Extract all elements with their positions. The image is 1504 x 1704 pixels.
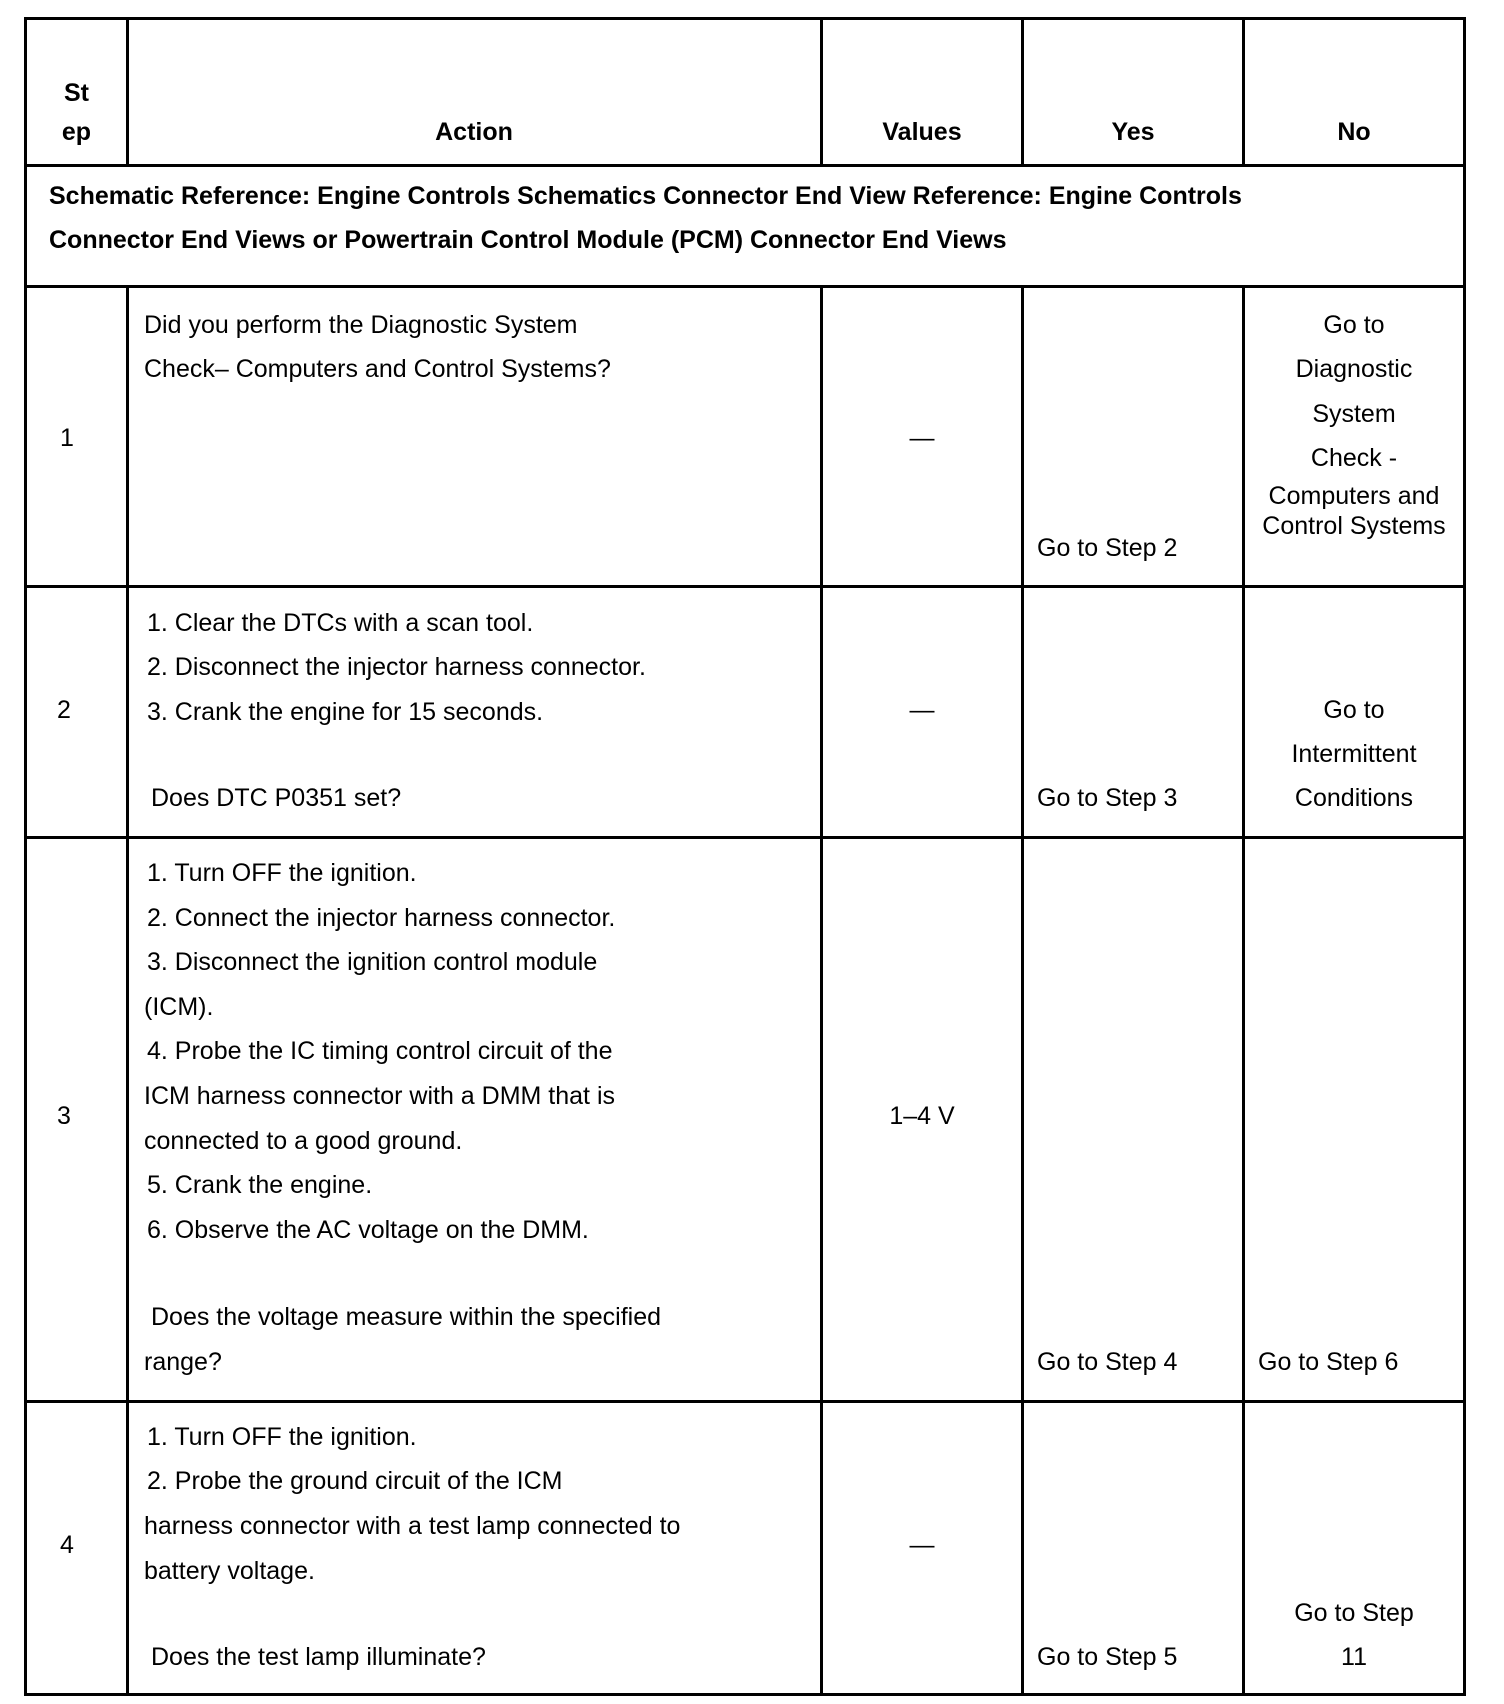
row-3-step: 3 <box>57 1102 71 1130</box>
row-1-no-line[interactable]: Computers and <box>1268 482 1440 510</box>
row-3-action-line: 3. Disconnect the ignition control module <box>147 948 598 976</box>
row-2-divider <box>24 836 1466 839</box>
row-3-divider <box>24 1400 1466 1403</box>
row-3-yes[interactable]: Go to Step 4 <box>1037 1348 1178 1376</box>
row-3-action-line: 6. Observe the AC voltage on the DMM. <box>147 1216 589 1244</box>
row-4-action-line: 1. Turn OFF the ignition. <box>147 1423 417 1451</box>
row-2-action-line: 1. Clear the DTCs with a scan tool. <box>147 609 534 637</box>
row-3-action-line: range? <box>144 1348 222 1376</box>
table-border-right <box>1463 17 1466 1696</box>
row-3-action-line: Does the voltage measure within the specified <box>151 1303 662 1331</box>
row-1-yes[interactable]: Go to Step 2 <box>1037 534 1178 562</box>
row-1-no-line[interactable]: Control Systems <box>1262 512 1446 540</box>
row-1-action-line: Did you perform the Diagnostic System <box>144 311 578 339</box>
header-divider <box>24 164 1466 167</box>
row-3-value: 1–4 V <box>889 1102 955 1130</box>
header-no: No <box>1337 118 1371 146</box>
row-2-no-line[interactable]: Go to <box>1323 696 1385 724</box>
row-2-yes[interactable]: Go to Step 3 <box>1037 784 1178 812</box>
row-2-step: 2 <box>57 696 71 724</box>
row-3-action-line: ICM harness connector with a DMM that is <box>144 1082 615 1110</box>
row-4-action-line: Does the test lamp illuminate? <box>151 1643 486 1671</box>
row-1-divider <box>24 585 1466 588</box>
row-2-no-line[interactable]: Intermittent <box>1291 740 1417 768</box>
header-values: Values <box>882 118 962 146</box>
row-1-no-line[interactable]: System <box>1312 400 1396 428</box>
reference-line-1: Schematic Reference: Engine Controls Schematics Connector End View Reference: Engine Controls <box>49 182 1242 210</box>
table-border-top <box>24 17 1466 20</box>
row-3-action-line: 5. Crank the engine. <box>147 1171 373 1199</box>
row-4-yes[interactable]: Go to Step 5 <box>1037 1643 1178 1671</box>
header-yes: Yes <box>1111 118 1155 146</box>
row-2-action-line: 2. Disconnect the injector harness connector. <box>147 653 646 681</box>
row-1-no-line[interactable]: Check - <box>1310 444 1398 472</box>
row-4-value: — <box>909 1531 935 1559</box>
reference-line-2: Connector End Views or Powertrain Control Module (PCM) Connector End Views <box>49 226 1007 254</box>
row-3-action-line: connected to a good ground. <box>144 1127 463 1155</box>
row-1-no-line[interactable]: Diagnostic <box>1295 355 1413 383</box>
row-3-action-line: 1. Turn OFF the ignition. <box>147 859 417 887</box>
row-1-value: — <box>909 424 935 452</box>
row-4-action-line: harness connector with a test lamp connected to <box>144 1512 681 1540</box>
reference-divider <box>24 285 1466 288</box>
table-border-bottom <box>24 1693 1466 1696</box>
row-4-action-line: 2. Probe the ground circuit of the ICM <box>147 1467 563 1495</box>
row-1-action-line: Check– Computers and Control Systems? <box>144 355 611 383</box>
col-divider-step <box>126 285 129 1696</box>
header-step-line2: ep <box>61 118 92 146</box>
row-3-action-line: (ICM). <box>144 993 214 1021</box>
row-2-action-line: 3. Crank the engine for 15 seconds. <box>147 698 544 726</box>
row-1-step: 1 <box>60 424 74 452</box>
header-action: Action <box>435 118 513 146</box>
col-divider-action <box>820 285 823 1696</box>
row-3-action-line: 2. Connect the injector harness connector. <box>147 904 616 932</box>
row-1-no-line[interactable]: Go to <box>1323 311 1385 339</box>
row-4-action-line: battery voltage. <box>144 1557 315 1585</box>
row-3-action-line: 4. Probe the IC timing control circuit of the <box>147 1037 613 1065</box>
row-3-no-line[interactable]: Go to Step 6 <box>1258 1348 1399 1376</box>
row-2-value: — <box>909 696 935 724</box>
row-4-no-line[interactable]: Go to Step <box>1294 1599 1414 1627</box>
header-step-line1: St <box>64 79 89 107</box>
table-border-left <box>24 17 27 1696</box>
row-2-no-line[interactable]: Conditions <box>1294 784 1414 812</box>
row-2-action-line: Does DTC P0351 set? <box>151 784 402 812</box>
row-4-no-line[interactable]: 11 <box>1341 1643 1367 1671</box>
col-divider-values <box>1021 285 1024 1696</box>
row-4-step: 4 <box>60 1531 74 1559</box>
